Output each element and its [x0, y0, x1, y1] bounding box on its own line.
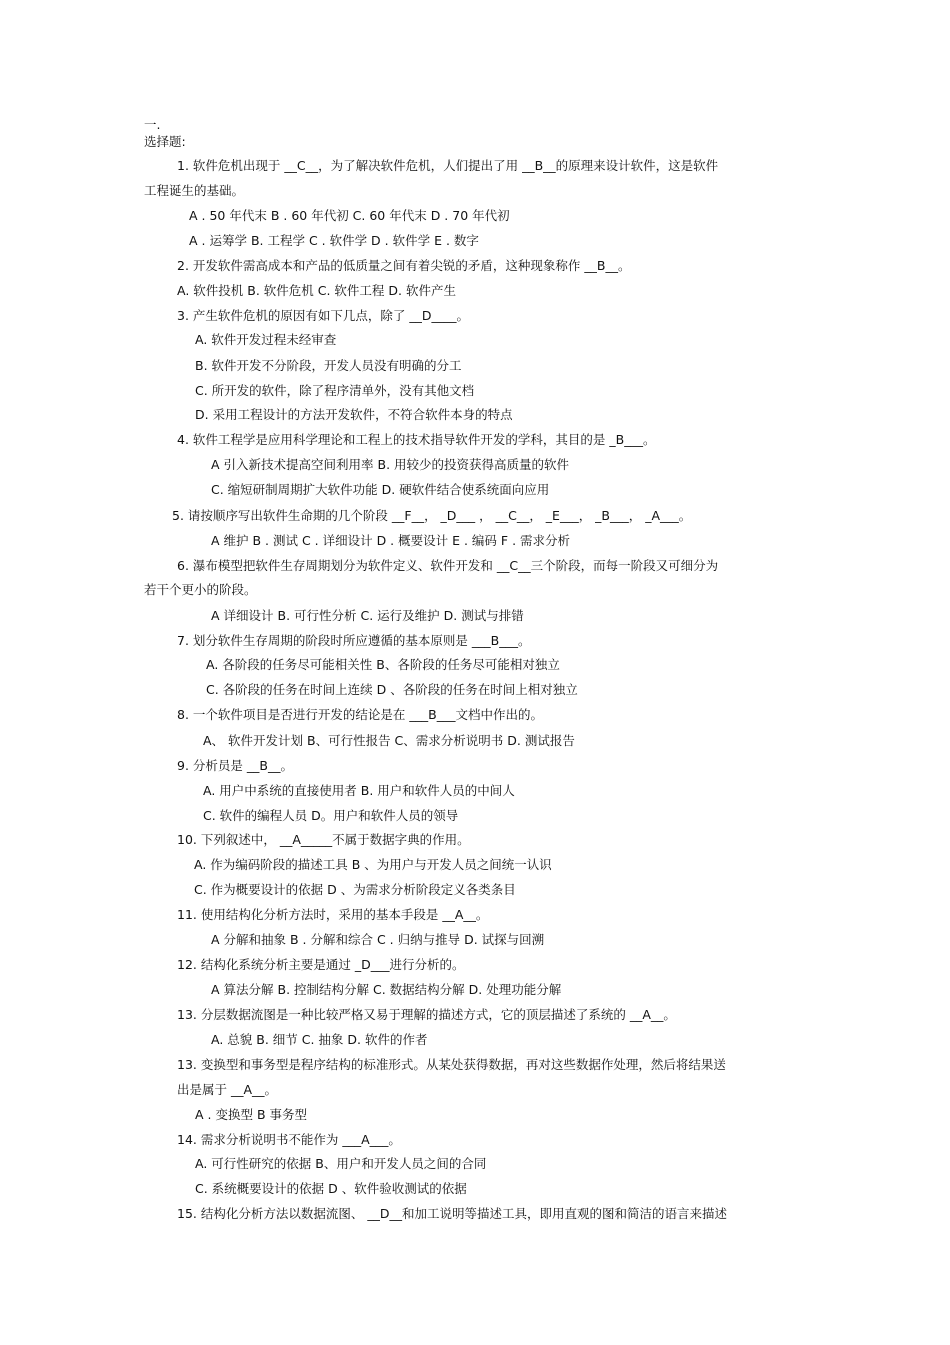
question-text: 11. 使用结构化分析方法时，采用的基本手段是 __A__。 — [177, 907, 489, 922]
question-text: 8. 一个软件项目是否进行开发的结论是在 ___B___文档中作出的。 — [177, 707, 543, 722]
option-line: A. 各阶段的任务尽可能相关性 B、各阶段的任务尽可能相对独立 — [206, 657, 560, 672]
question-text: 工程诞生的基础。 — [144, 183, 245, 198]
option-line: B. 软件开发不分阶段，开发人员没有明确的分工 — [195, 358, 462, 373]
option-line: A . 50 年代末 B . 60 年代初 C. 60 年代末 D . 70 年代初 — [189, 208, 510, 223]
question-text: 14. 需求分析说明书不能作为 ___A___。 — [177, 1132, 401, 1147]
question-text: 若干个更小的阶段。 — [144, 582, 257, 597]
option-line: C. 作为概要设计的依据 D 、为需求分析阶段定义各类条目 — [194, 882, 516, 897]
question-text: 13. 分层数据流图是一种比较严格又易于理解的描述方式，它的顶层描述了系统的 __A__。 — [177, 1007, 676, 1022]
option-line: A 维护 B . 测试 C . 详细设计 D . 概要设计 E . 编码 F . 需求分析 — [211, 533, 571, 548]
question-text: 7. 划分软件生存周期的阶段时所应遵循的基本原则是 ___B___。 — [177, 633, 531, 648]
question-text: 出是属于 __A__。 — [177, 1082, 278, 1097]
option-line: A. 软件开发过程未经审查 — [195, 332, 337, 347]
option-line: D. 采用工程设计的方法开发软件，不符合软件本身的特点 — [195, 407, 513, 422]
option-line: A. 软件投机 B. 软件危机 C. 软件工程 D. 软件产生 — [177, 283, 456, 298]
option-line: C. 各阶段的任务在时间上连续 D 、各阶段的任务在时间上相对独立 — [206, 682, 578, 697]
section-numeral: 一. — [144, 117, 161, 132]
option-line: A. 用户中系统的直接使用者 B. 用户和软件人员的中间人 — [203, 783, 515, 798]
option-line: A 算法分解 B. 控制结构分解 C. 数据结构分解 D. 处理功能分解 — [211, 982, 562, 997]
option-line: C. 缩短研制周期扩大软件功能 D. 硬软件结合使系统面向应用 — [211, 482, 550, 497]
option-line: A 分解和抽象 B . 分解和综合 C . 归纳与推导 D. 试探与回溯 — [211, 932, 545, 947]
question-text: 6. 瀑布模型把软件生存周期划分为软件定义、软件开发和 __C__三个阶段，而每一阶段又可细分为 — [177, 558, 719, 573]
option-line: A. 总貌 B. 细节 C. 抽象 D. 软件的作者 — [211, 1032, 428, 1047]
question-text: 13. 变换型和事务型是程序结构的标准形式。从某处获得数据，再对这些数据作处理，然后将结果送 — [177, 1057, 726, 1072]
section-title: 选择题: — [144, 134, 186, 149]
question-text: 15. 结构化分析方法以数据流图、 __D__和加工说明等描述工具，即用直观的图和简洁的语言来描述 — [177, 1206, 727, 1221]
question-text: 5. 请按顺序写出软件生命期的几个阶段 __F__， _D___ ， __C__， _E___， _B___， _A___。 — [172, 508, 692, 523]
question-text: 3. 产生软件危机的原因有如下几点，除了 __D____。 — [177, 308, 469, 323]
question-text: 9. 分析员是 __B__。 — [177, 758, 293, 773]
question-text: 4. 软件工程学是应用科学理论和工程上的技术指导软件开发的学科，其目的是 _B___。 — [177, 432, 656, 447]
option-line: A、 软件开发计划 B、可行性报告 C、需求分析说明书 D. 测试报告 — [203, 733, 575, 748]
option-line: A 引入新技术提高空间利用率 B. 用较少的投资获得高质量的软件 — [211, 457, 570, 472]
question-text: 12. 结构化系统分析主要是通过 _D___进行分析的。 — [177, 957, 465, 972]
option-line: C. 软件的编程人员 D。用户和软件人员的领导 — [203, 808, 459, 823]
option-line: A. 可行性研究的依据 B、用户和开发人员之间的合同 — [195, 1156, 487, 1171]
question-text: 1. 软件危机出现于 __C__，为了解决软件危机，人们提出了用 __B__的原理来设计软件，这是软件 — [177, 158, 719, 173]
option-line: A . 变换型 B 事务型 — [195, 1107, 307, 1122]
option-line: A 详细设计 B. 可行性分析 C. 运行及维护 D. 测试与排错 — [211, 608, 524, 623]
option-line: A . 运筹学 B. 工程学 C . 软件学 D . 软件学 E . 数字 — [189, 233, 479, 248]
option-line: C. 所开发的软件，除了程序清单外，没有其他文档 — [195, 383, 475, 398]
option-line: A. 作为编码阶段的描述工具 B 、为用户与开发人员之间统一认识 — [194, 857, 552, 872]
option-line: C. 系统概要设计的依据 D 、软件验收测试的依据 — [195, 1181, 467, 1196]
question-text: 2. 开发软件需高成本和产品的低质量之间有着尖锐的矛盾，这种现象称作 __B__。 — [177, 258, 631, 273]
question-text: 10. 下列叙述中， __A_____不属于数据字典的作用。 — [177, 832, 470, 847]
